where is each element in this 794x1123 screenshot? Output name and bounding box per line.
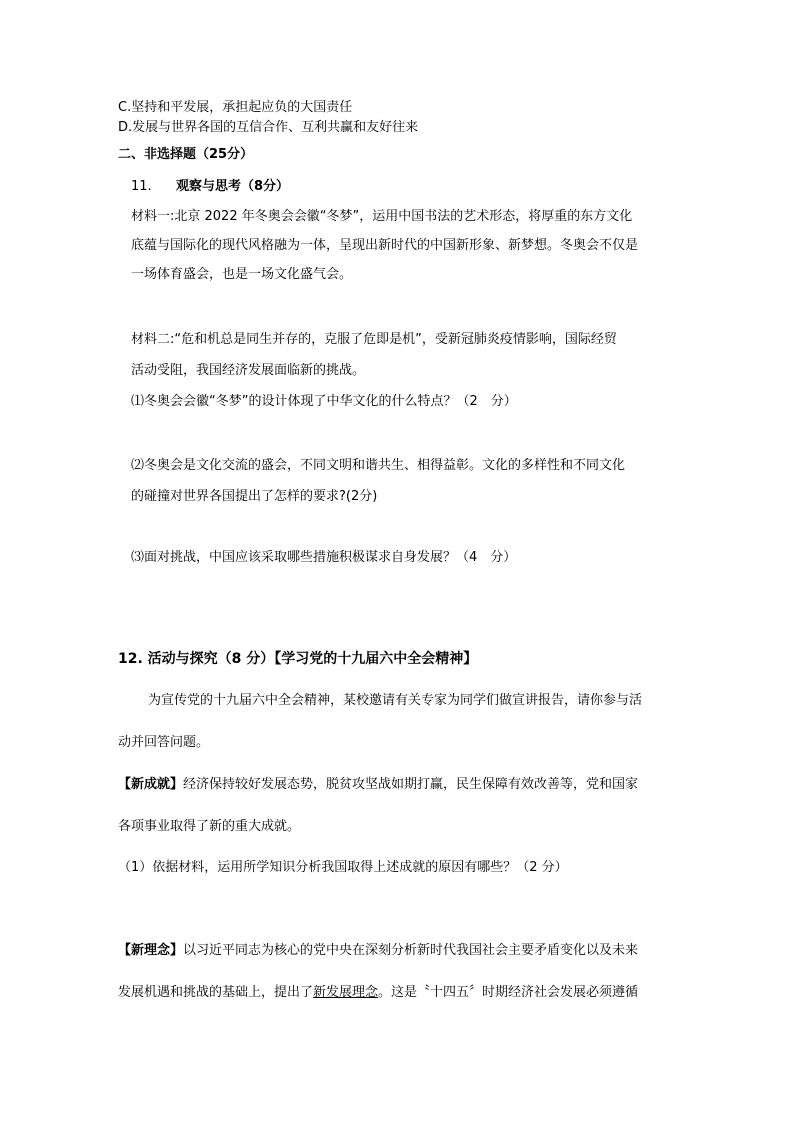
achievement-tag: 【新成就】 bbox=[118, 777, 184, 792]
option-d: D.发展与世界各国的互信合作、互利共赢和友好往来 bbox=[118, 120, 419, 135]
concept-keyword: 新发展理念 bbox=[313, 985, 379, 1000]
section-heading: 二、非选择题（25分） bbox=[118, 147, 254, 162]
q12-intro-line2: 动并回答问题。 bbox=[118, 735, 210, 750]
q11-material1-line3: 一场体育盛会，也是一场文化盛气会。 bbox=[131, 267, 353, 282]
q11-sub2-line1: ⑵冬奥会是文化交流的盛会，不同文明和谐共生、相得益彰。文化的多样性和不同文化 bbox=[131, 458, 626, 473]
q11-sub1: ⑴冬奥会会徽“冬梦”的设计体现了中华文化的什么特点？（2 分） bbox=[131, 394, 517, 409]
q12-achievement-line2: 各项事业取得了新的重大成就。 bbox=[118, 819, 301, 834]
q11-sub3: ⑶面对挑战，中国应该采取哪些措施积极谋求自身发展？（4 分） bbox=[131, 550, 517, 565]
concept-line2-pre: 发展机遇和挑战的基础上，提出了 bbox=[118, 985, 314, 1000]
q11-material1-line2: 底蕴与国际化的现代风格融为一体，呈现出新时代的中国新形象、新梦想。冬奥会不仅是 bbox=[131, 238, 639, 253]
option-c: C.坚持和平发展，承担起应负的大国责任 bbox=[118, 100, 353, 115]
q11-material1-line1: 材料一:北京 2022 年冬奥会会徽“冬梦”，运用中国书法的艺术形态，将厚重的东方文化 bbox=[131, 209, 633, 224]
q11-sub2-line2: 的碰撞对世界各国提出了怎样的要求?(2分) bbox=[131, 489, 378, 504]
achievement-text: 经济保持较好发展态势，脱贫攻坚战如期打赢，民生保障有效改善等，党和国家 bbox=[183, 777, 639, 792]
q12-intro-line1: 为宣传党的十九届六中全会精神，某校邀请有关专家为同学们做宣讲报告，请你参与活 bbox=[148, 693, 643, 708]
concept-text: 以习近平同志为核心的党中央在深刻分析新时代我国社会主要矛盾变化以及未来 bbox=[183, 943, 639, 958]
q11-material2-line1: 材料二:“危和机总是同生并存的，克服了危即是机”，受新冠肺炎疫情影响，国际经贸 bbox=[131, 332, 617, 347]
concept-tag: 【新理念】 bbox=[118, 943, 184, 958]
q11-material2-line2: 活动受阻，我国经济发展面临新的挑战。 bbox=[131, 363, 366, 378]
q12-concept-line1 bbox=[118, 942, 638, 960]
q11-number: 11. bbox=[131, 179, 152, 194]
q12-sub1: （1）依据材料，运用所学知识分析我国取得上述成就的原因有哪些？（2 分） bbox=[118, 860, 568, 875]
q12-title: 12. 活动与探究（8 分）【学习党的十九届六中全会精神】 bbox=[118, 651, 478, 667]
q12-achievement-line1 bbox=[118, 776, 638, 794]
q11-title: 观察与思考（8分） bbox=[176, 179, 290, 194]
q12-concept-line2 bbox=[118, 984, 638, 1002]
concept-line2-post: 。这是〝十四五〞时期经济社会发展必须遵循 bbox=[378, 985, 639, 1000]
